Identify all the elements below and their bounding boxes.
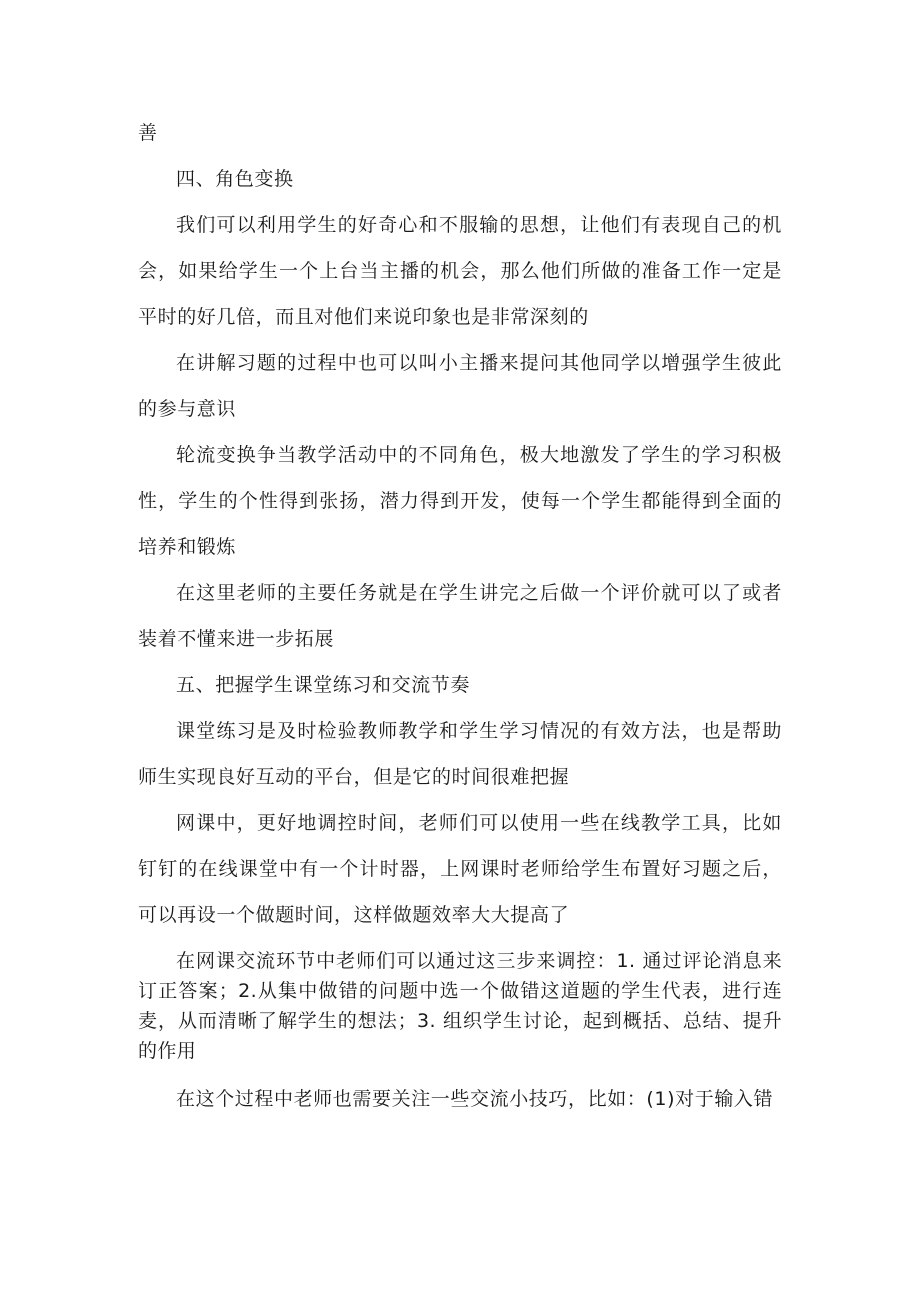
section-heading-practice-rhythm: 五、把握学生课堂练习和交流节奏 [176, 674, 471, 696]
paragraph-continuation: 善 [138, 122, 158, 144]
paragraph-online-timer: 网课中，更好地调控时间，老师们可以使用一些在线教学工具，比如钉钉的在线课堂中有一个计时器，上网课时老师给学生布置好习题之后，可以再设一个做题时间，这样做题效率大大提高了 [138, 812, 782, 926]
paragraph-tips: 在这个过程中老师也需要关注一些交流小技巧，比如：(1)对于输入错 [176, 1088, 774, 1110]
section-heading-role-switch: 四、角色变换 [176, 168, 294, 190]
paragraph-little-host: 在讲解习题的过程中也可以叫小主播来提问其他同学以增强学生彼此的参与意识 [138, 352, 782, 420]
paragraph-classroom-practice: 课堂练习是及时检验教师教学和学生学习情况的有效方法，也是帮助师生实现良好互动的平台，但是它的时间很难把握 [138, 720, 782, 788]
paragraph-curiosity: 我们可以利用学生的好奇心和不服输的思想，让他们有表现自己的机会，如果给学生一个上台当主播的机会，那么他们所做的准备工作一定是平时的好几倍，而且对他们来说印象也是非常深刻的 [138, 214, 782, 328]
paragraph-teacher-task: 在这里老师的主要任务就是在学生讲完之后做一个评价就可以了或者装着不懂来进一步拓展 [138, 582, 782, 650]
paragraph-three-steps: 在网课交流环节中老师们可以通过这三步来调控：1. 通过评论消息来订正答案；2.从集中做错的问题中选一个做错这道题的学生代表，进行连麦，从而清晰了解学生的想法；3. 组织学生讨论，起到概括、总结、提升的作用 [138, 950, 782, 1062]
paragraph-rotating-roles: 轮流变换争当教学活动中的不同角色，极大地激发了学生的学习积极性，学生的个性得到张扬，潜力得到开发，使每一个学生都能得到全面的培养和锻炼 [138, 444, 782, 558]
